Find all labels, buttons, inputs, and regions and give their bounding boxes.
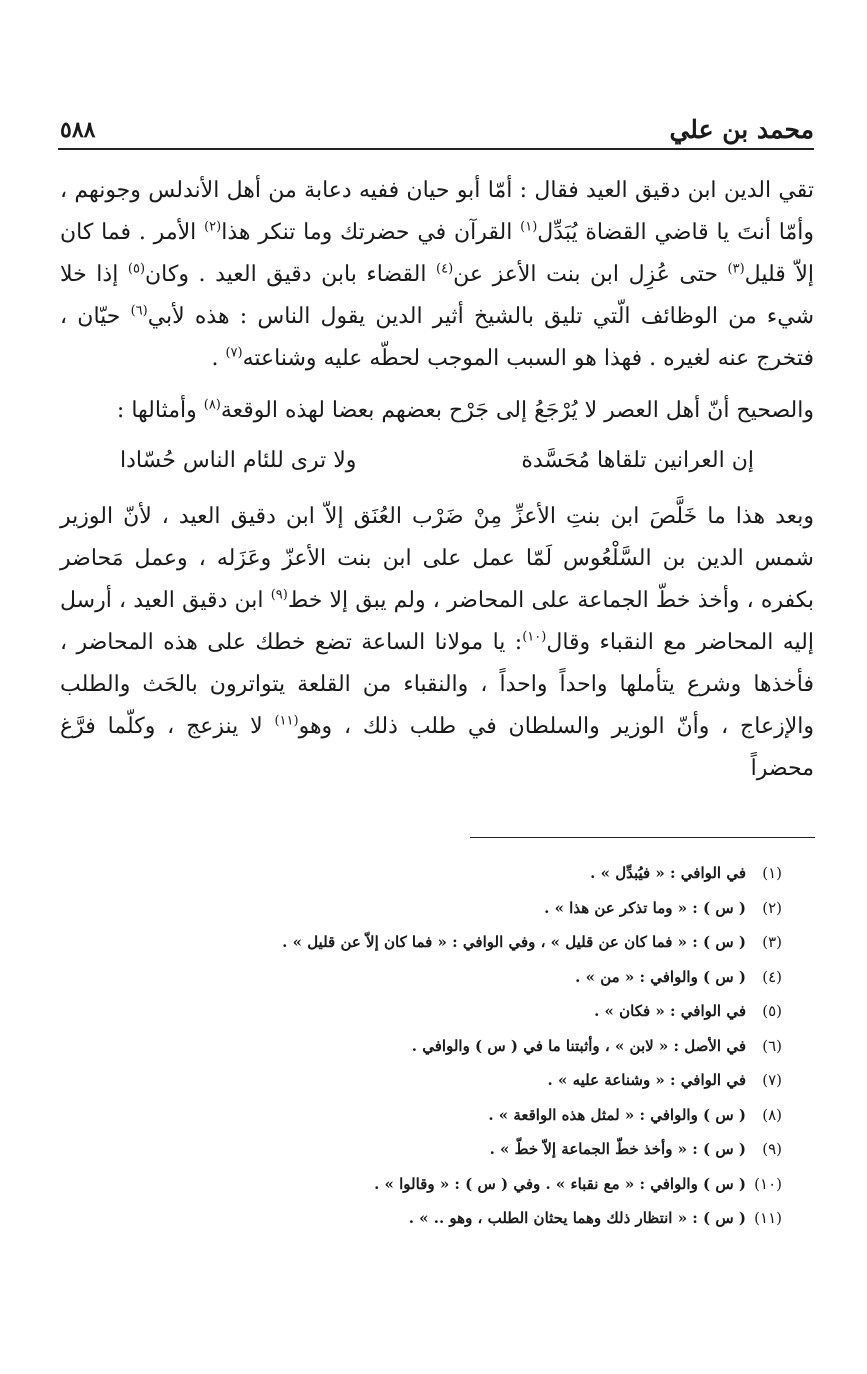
footnote-number: (٩) [762,1140,782,1158]
footnote-ref: (٨) [203,397,221,413]
footnote-number: (٧) [762,1071,782,1089]
text-run: لا ينزعج ، وكلّما فرَّغ محضراً [60,714,814,781]
footnote-ref: (٥) [127,261,146,277]
footnote-ref: (٣) [727,261,745,277]
footnote-number: (١١) [754,1209,782,1227]
paragraph-2 [60,390,814,432]
text-run: تقي الدين ابن دقيق العيد فقال : أمّا أبو حيان ففيه دعابة من أهل الأندلس وجونهم ، وأمّا أنتَ يا قاضي القضاة يُبَدِّل [60,178,814,245]
text-run: . [211,346,226,371]
footnote-divider [470,837,815,838]
footnote-text: ( س ) : « انتظار ذلك وهما يحثان الطلب ، وهو .. » . [408,1209,746,1227]
paragraph-3 [60,496,814,790]
footnote [182,891,782,926]
footnote-text: ( س ) : « وأخذ خطّ الجماعة إلاّ خطّ » . [489,1140,746,1158]
running-header [60,112,814,148]
footnote-text: ( س ) والوافي : « مع نقباء » . وفي ( س ) : « وقالوا » . [374,1174,746,1193]
footnote-number: (٢) [762,898,782,917]
footnote [182,856,782,891]
footnote-text: ( س ) : « وما تذكر عن هذا » . [544,898,746,917]
footnote [182,1063,782,1098]
footnote-number: (١) [762,864,782,882]
running-title: محمد بن علي [669,115,814,144]
text-run: القرآن في حضرتك وما تنكر هذا [221,220,521,245]
footnote [182,1167,782,1202]
footnote [182,1201,782,1236]
footnote-ref: (٩) [270,587,288,603]
footnote [182,994,782,1029]
text-run: ابن دقيق العيد ، أرسل إليه المحاضر مع النقباء وقال [60,588,814,655]
footnote [182,1029,782,1064]
footnotes [182,856,782,1236]
footnote-ref: (٢) [204,219,222,235]
text-run: الأمر . فما كان إلاّ قليل [60,220,814,287]
footnote [182,1098,782,1133]
page-number: ٥٨٨ [60,117,96,143]
footnote-ref: (٧) [225,345,243,361]
footnote-number: (١٠) [754,1174,782,1193]
footnote-text: ( س ) والوافي : « من » . [575,967,746,986]
footnote-text: ( س ) : « فما كان عن قليل » ، وفي الوافي : « فما كان إلاّ عن قليل » . [282,933,746,951]
footnote-ref: (١) [520,219,538,235]
footnote-number: (٨) [762,1105,782,1124]
verse-hemistich-second: ولا ترى للئام الناس حُسّادا [120,448,357,473]
footnote-number: (٣) [762,933,782,951]
footnote-number: (٤) [762,967,782,986]
footnote-ref: (١١) [274,713,299,729]
footnote [182,925,782,960]
header-divider [58,148,814,150]
text-run: القضاء بابن دقيق العيد . وكان [145,262,437,287]
footnote-text: في الأصل : « لابن » ، وأثبتنا ما في ( س ) والوافي . [411,1036,746,1055]
text-run: حتى عُزِل ابن بنت الأعز عن [453,262,728,287]
text-run: إذا خلا شيء من الوظائف الّتي تليق بالشيخ أثير الدين يقول الناس : هذه لأبي [60,262,814,329]
main-text [60,170,814,790]
text-run: وبعد هذا ما خَلَّصَ ابن بنتِ الأعزِّ مِنْ ضَرْب العُنَق إلاّ ابن دقيق العيد ، لأنّ الوزير شمس الدين بن السَّلْعُوس لَمّا عمل على ابن بنت الأعزّ وعَزَله ، وعمل مَحاضر بكفره ، وأخذ خطّ الجماعة على المحاضر ، ولم يبق إلا خط [60,504,814,613]
poetry-verse [60,440,814,482]
footnote-text: في الوافي : « وشناعة عليه » . [547,1071,746,1089]
verse-hemistich-first: إن العرانين تلقاها مُحَسَّدة [521,448,754,473]
footnote-ref: (١٠) [522,629,547,645]
footnote-text: ( س ) والوافي : « لمثل هذه الواقعة » . [488,1105,746,1124]
paragraph-1 [60,170,814,380]
text-run: وأمثالها : [116,398,204,423]
footnote-ref: (٦) [130,303,148,319]
text-run: : يا مولانا الساعة تضع خطك على هذه المحاضر ، فأخذها وشرع يتأملها واحداً واحداً ، والنقباء من القلعة يتواترون بالحَث والطلب والإزعاج ، وأنّ الوزير والسلطان في طلب ذلك ، وهو [60,630,814,739]
footnote-ref: (٤) [436,261,454,277]
footnote-number: (٦) [762,1036,782,1055]
footnote-number: (٥) [762,1002,782,1020]
text-run: والصحيح أنّ أهل العصر لا يُرْجَعُ إلى جَرْح بعضهم بعضا لهذه الوقعة [220,398,814,423]
text-run: حيّان ، فتخرج عنه لغيره . فهذا هو السبب الموجب لحطّه عليه وشناعته [60,304,814,371]
footnote [182,960,782,995]
footnote [182,1132,782,1167]
footnote-text: في الوافي : « فيُبدِّل » . [590,864,746,882]
footnote-text: في الوافي : « فكان » . [594,1002,746,1020]
